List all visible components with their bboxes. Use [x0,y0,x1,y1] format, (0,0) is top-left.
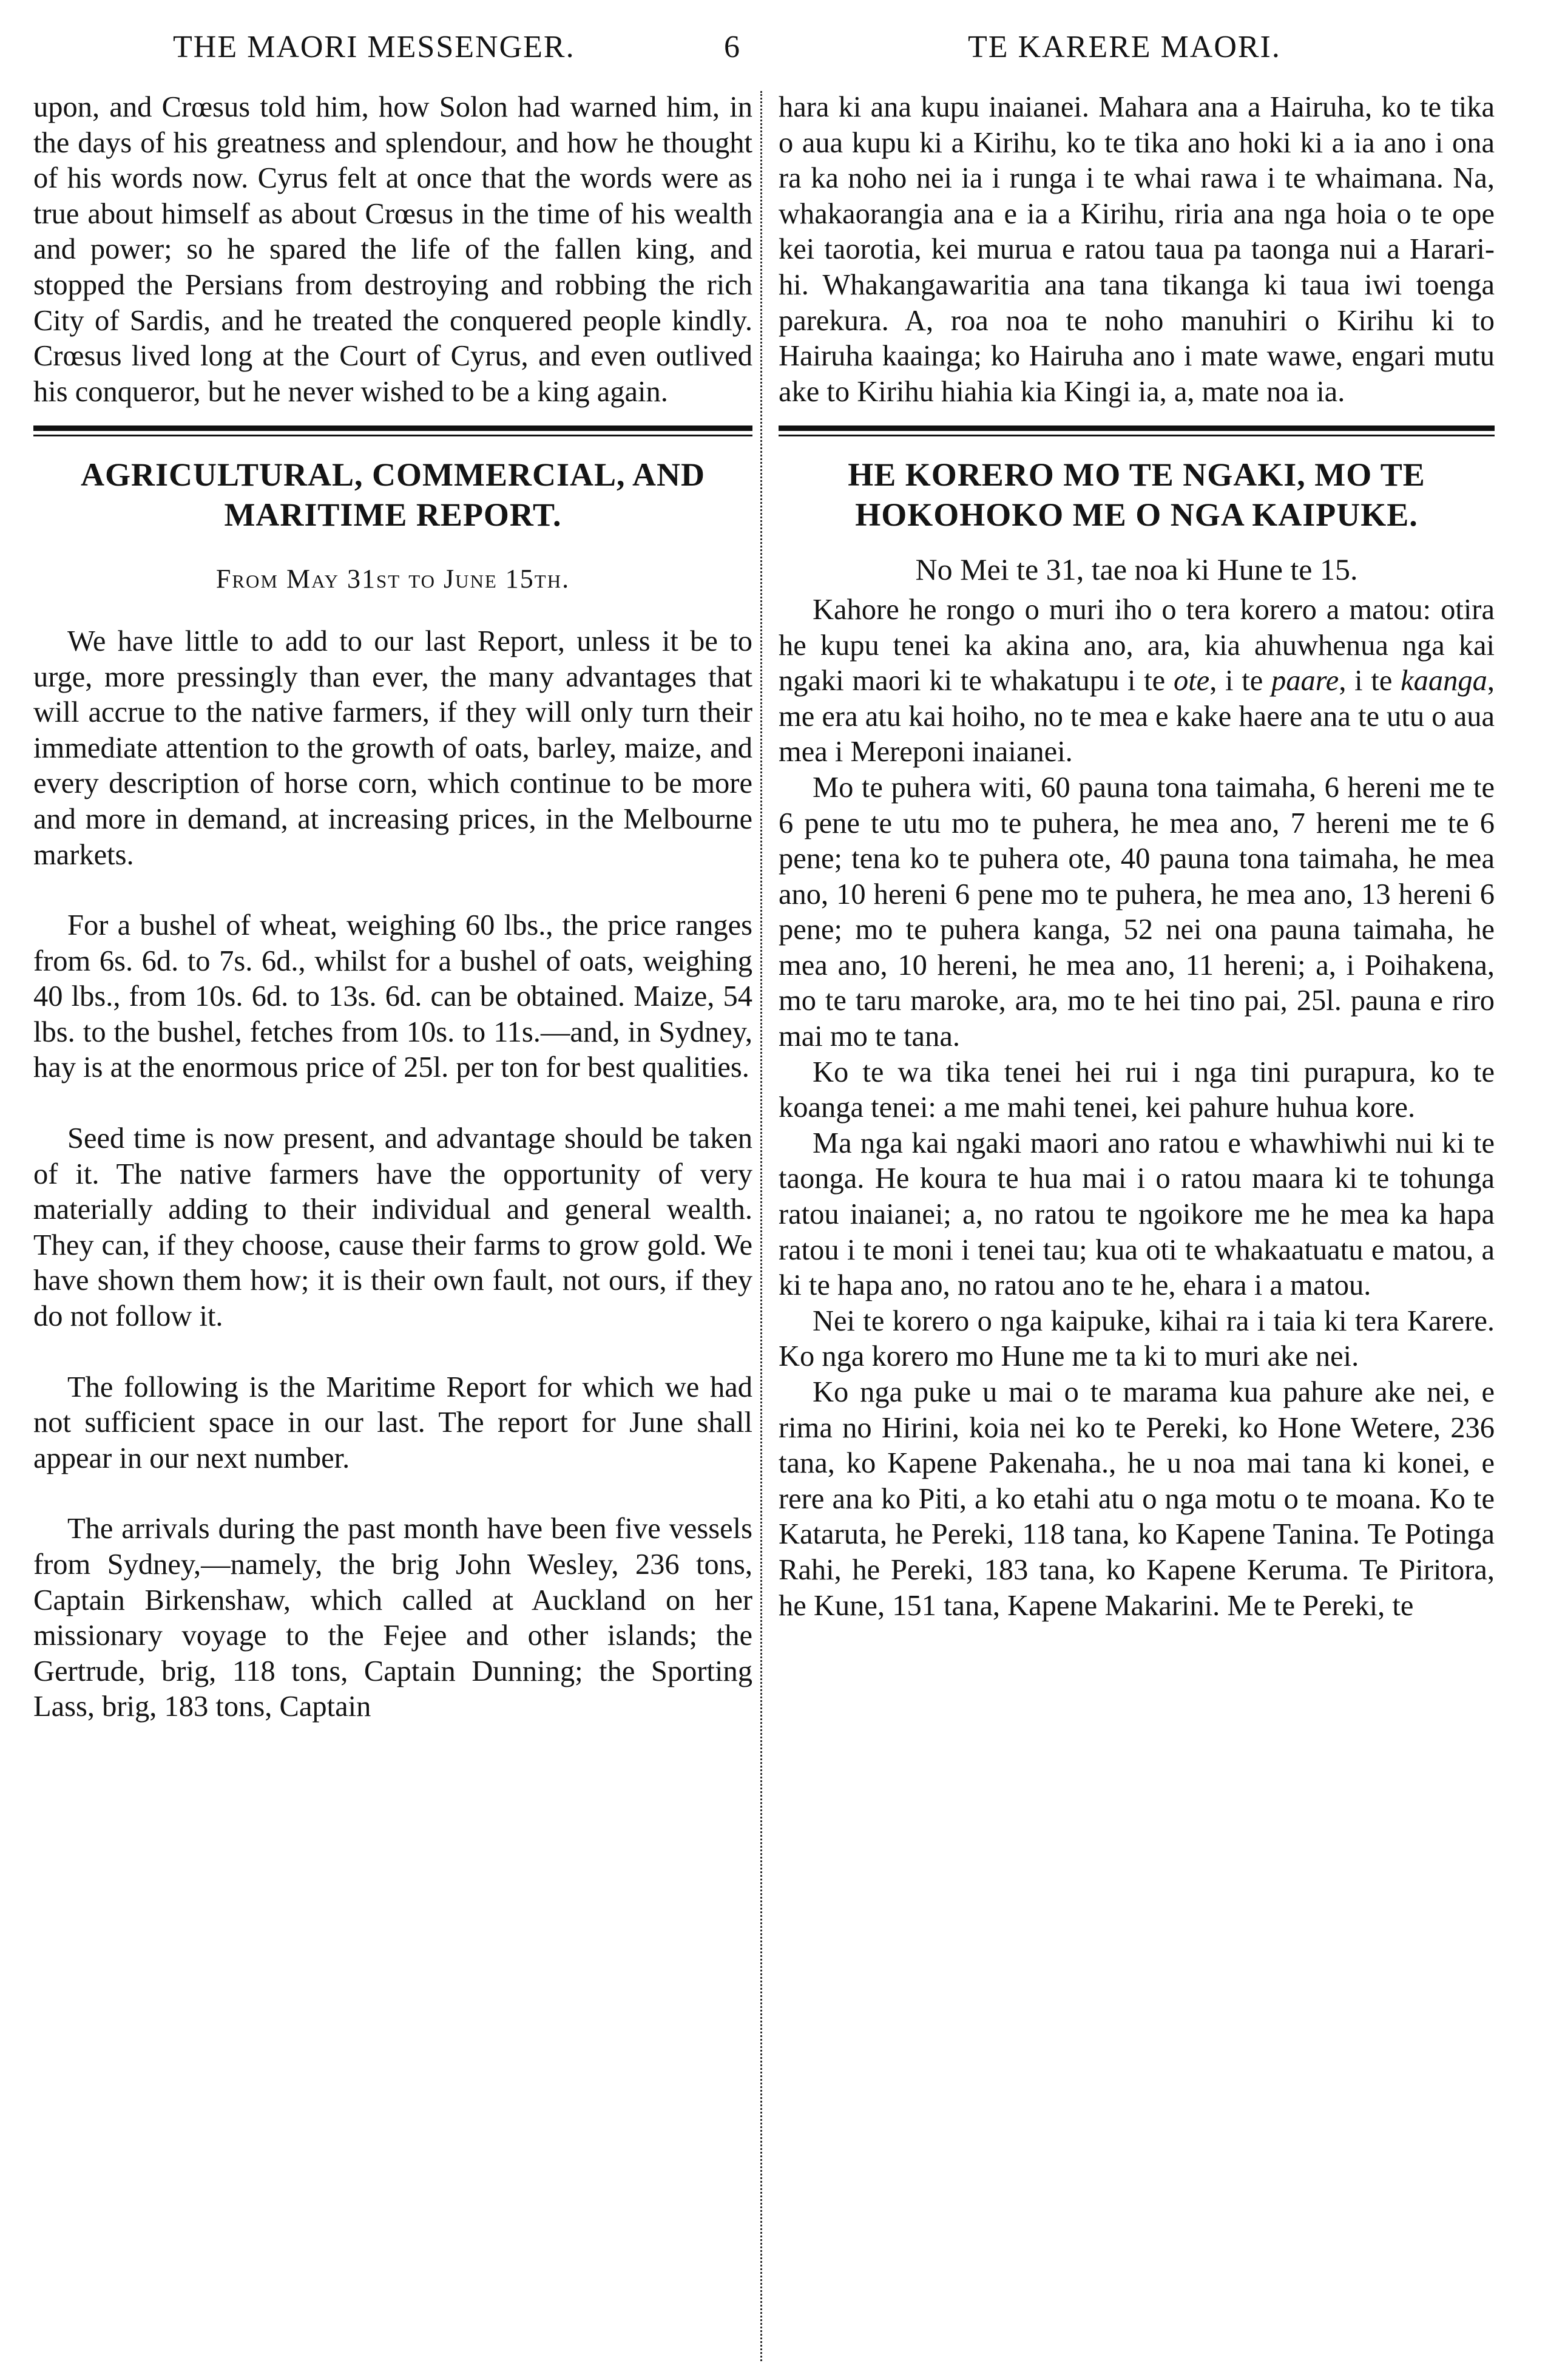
report-paragraph: Nei te korero o nga kaipuke, kihai ra i taia ki tera Karere. Ko nga korero mo Hune me ta ki to muri ake nei. [779,1304,1495,1373]
section-rule [33,425,752,436]
report-paragraph: We have little to add to our last Report, unless it be to urge, more pressingly than ever, the many advantages that will accrue to the native farmers, if they will only turn their immediate attention to the growth of oats, barley, maize, and every description of horse corn, which continue to be more and more in demand, at increasing prices, in the Melbourne markets. [33,625,752,871]
report-paragraph: For a bushel of wheat, weighing 60 lbs., the price ranges from 6s. 6d. to 7s. 6d., whilst for a bushel of oats, weighing 40 lbs., from 10s. 6d. to 13s. 6d. can be obtained. Maize, 54 lbs. to the bushel, fetches from 10s. to 11s.—and, in Sydney, hay is at the enormous price of 25l. per ton for best qualities. [33,909,752,1084]
paragraph-text: , i te [1339,665,1401,697]
masthead-title-maori: TE KARERE MAORI. [968,30,1281,64]
report-date-range: From May 31st to June 15th. [215,564,570,594]
italic-word: paare [1271,665,1339,697]
rule-thin [33,435,752,436]
report-paragraph: The arrivals during the past month have been five vessels from Sydney,—namely, the brig John Wesley, 236 tons, Captain Birkenshaw, which called at Auckland on her missionary voyage to the Fejee and other islands; the Gertrude, brig, 118 tons, Captain Dunning; the Sporting Lass, brig, 183 tons, Captain [33,1513,752,1723]
section-rule [779,425,1495,436]
story-continuation: upon, and Crœsus told him, how Solon had warned him, in the days of his greatness and splendour, and how he thought of his words now. Cyrus felt at once that the words were as true about himself as about Crœsus in the time of his wealth and power; so he spared the life of the fallen king, and stopped the Persians from destroying and robbing the rich City of Sardis, and he treated the conquered people kindly. Crœsus lived long at the Court of Cyrus, and even outlived his conqueror, but he never wished to be a king again. [33,91,752,408]
english-column [33,90,752,1725]
report-heading: HE KORERO MO TE NGAKI, MO TE HOKOHOKO ME O NGA KAIPUKE. [848,456,1425,534]
report-heading: AGRICULTURAL, COMMERCIAL, AND MARITIME REPORT. [80,456,706,534]
paragraph-text: Kahore he rongo o muri iho o tera korero a matou: otira he kupu tenei ka akina ano, ara, kia ahuwhenua nga kai ngaki maori ki te whakatupu i te [779,593,1495,697]
italic-word: kaanga [1401,665,1487,697]
report-paragraph: Mo te puhera witi, 60 pauna tona taimaha, 6 hereni me te 6 pene te utu mo te puhera, he mea ano, 7 hereni me te 6 pene; tena ko te puhera ote, 40 pauna tona taimaha, he mea ano, 10 hereni 6 pene mo te puhera, he mea ano, 13 hereni 6 pene; mo te puhera kanga, 52 nei ona pauna taimaha, he mea ano, 10 hereni, he mea ano, 11 hereni; a, i Poihakena, mo te taru maroke, ara, mo te hei tino pai, 25l. pauna e riro mai mo te tana. [779,771,1495,1053]
report-paragraph: The following is the Maritime Report for which we had not sufficient space in our last. The report for June shall appear in our next number. [33,1371,752,1474]
rule-thick [779,425,1495,431]
rule-thick [33,425,752,431]
report-date-range: No Mei te 31, tae noa ki Hune te 15. [915,552,1358,587]
story-continuation: hara ki ana kupu inaianei. Mahara ana a Hairuha, ko te tika o aua kupu ki a Kirihu, ko te tika ano hoki ki a ia ano i ona ra ka noho nei ia i runga i te whai rawa i te whaimana. Na, whakaorangia ana e ia a Kirihu, riria ana nga hoia o te ope kei taorotia, kei murua e ratou taua pa taonga nui a Harari-hi. Whakangawaritia ana tana tikanga ki taua iwi toenga parekura. A, roa noa te noho manuhiri o Kirihu ki to Hairuha kaainga; ko Hairuha ano i mate wawe, engari mutu ake to Kirihu hiahia kia Kingi ia, a, mate noa ia. [779,91,1495,408]
page-number: 6 [724,30,741,64]
masthead-title-english: THE MAORI MESSENGER. [173,30,575,64]
report-paragraph: Ko te wa tika tenei hei rui i nga tini purapura, ko te koanga tenei: a me mahi tenei, kei pahure huhua kore. [779,1056,1495,1124]
masthead [0,0,1548,79]
column-divider [760,91,762,2361]
paragraph-text: , i te [1209,665,1271,697]
report-paragraph [779,592,1495,770]
report-paragraph: Ko nga puke u mai o te marama kua pahure ake nei, e rima no Hirini, koia nei ko te Pereki, ko Hone Wetere, 236 tana, ko Kapene Pakenaha., he u noa mai tana ki konei, e rere ana ko Piti, a ko etahi atu o nga motu o te moana. Ko te Kataruta, he Pereki, 118 tana, ko Kapene Tanina. Te Potinga Rahi, he Pereki, 183 tana, ko Kapene Keruma. Te Piritora, he Kune, 151 tana, Kapene Makarini. Me te Pereki, te [779,1376,1495,1622]
maori-column [779,90,1495,1624]
italic-word: ote [1173,665,1210,697]
report-paragraph: Ma nga kai ngaki maori ano ratou e whawhiwhi nui ki te taonga. He koura te hua mai i o ratou maara ki te tohunga ratou inaianei; a, no ratou te ngoikore me he mea ka hapa ratou i te moni i tenei tau; kua oti te whakaatuatu e matou, a ki te hapa ano, no ratou ano te he, ehara i a matou. [779,1127,1495,1302]
paragraph-text: , me era atu kai hoiho, no te mea e kake haere ana te utu o aua mea i Mereponi inaianei. [779,665,1495,768]
rule-thin [779,435,1495,436]
report-paragraph: Seed time is now present, and advantage should be taken of it. The native farmers have the opportunity of very materially adding to their individual and general wealth. They can, if they choose, cause their farms to grow gold. We have shown them how; it is their own fault, not ours, if they do not follow it. [33,1122,752,1333]
